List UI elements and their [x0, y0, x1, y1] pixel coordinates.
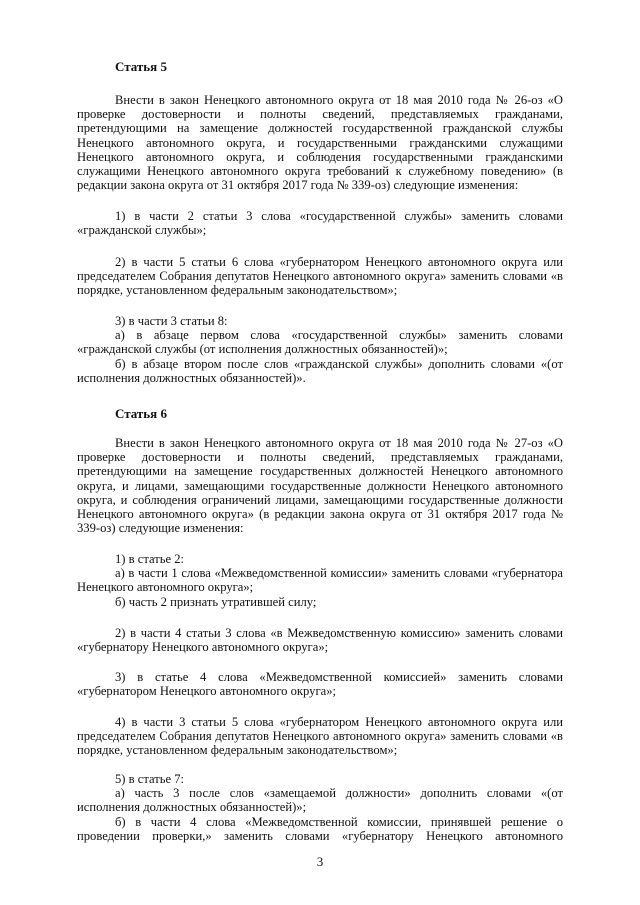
article-6-item-4-text: 4) в части 3 статьи 5 слова «губернатором Ненецкого автономного округа или председателем Собрания депутатов Ненецкого автономного округа» заменить словами «в порядке, установленном федеральным законодательством»;	[77, 715, 563, 758]
article-6-item-1-b: б) часть 2 признать утратившей силу;	[115, 594, 317, 609]
article-5-item-3-a: а) в абзаце первом слова «государственной службы» заменить словами «гражданской службы (от исполнения должностных обязанностей)»;	[77, 328, 563, 357]
article-5-item-3-b: б) в абзаце втором после слов «гражданской службы» дополнить словами «(от исполнения должностных обязанностей)».	[77, 356, 563, 385]
article-6-item-4	[77, 715, 563, 758]
article-5-intro	[77, 93, 563, 192]
article-6-item-5-a: а) часть 3 после слов «замещаемой должности» дополнить словами «(от исполнения должностных обязанностей)»;	[77, 786, 563, 815]
article-6-item-5-title: 5) в статье 7:	[115, 772, 185, 786]
article-6-item-1-title: 1) в статье 2:	[115, 552, 185, 566]
article-5-item-3	[77, 314, 563, 385]
article-6-item-5	[77, 772, 563, 843]
article-5-heading: Статья 5	[115, 59, 167, 74]
article-6-item-3-text: 3) в статье 4 слова «Межведомственной комиссией» заменить словами «губернатором Ненецкого автономного округа»;	[77, 670, 563, 699]
article-6-item-1-a: а) в части 1 слова «Межведомственной комиссии» заменить словами «губернатора Ненецкого автономного округа»;	[77, 566, 563, 595]
article-6-intro-text: Внести в закон Ненецкого автономного округа от 18 мая 2010 года № 27-оз «О проверке достоверности и полноты сведений, представляемых гражданами, претендующими на замещение государственных должностей Ненецкого автономного округа, и лицами, замещающими государственные должности Ненецкого автономного округа, и соблюдения ограничений лицами, замещающими государственные должности Ненецкого автономного округа» (в редакции закона округа от 31 октября 2017 года № 339-оз) следующие изменения:	[77, 436, 563, 536]
article-5-item-1-text: 1) в части 2 статьи 3 слова «государственной службы» заменить словами «гражданской службы»;	[77, 209, 563, 238]
article-6-heading: Статья 6	[115, 406, 167, 421]
article-6-item-1	[77, 552, 563, 609]
article-6-item-2-text: 2) в части 4 статьи 3 слова «в Межведомственную комиссию» заменить словами «губернатору Ненецкого автономного округа»;	[77, 626, 563, 655]
article-5-item-1	[77, 209, 563, 237]
article-5-item-2-text: 2) в части 5 статьи 6 слова «губернатором Ненецкого автономного округа или председателем Собрания депутатов Ненецкого автономного округа» заменить словами «в порядке, установленном федеральным законодательством»;	[77, 255, 563, 298]
article-5-item-3-title: 3) в части 3 статьи 8:	[115, 314, 228, 328]
article-6-item-3	[77, 670, 563, 698]
article-6-intro	[77, 436, 563, 535]
article-5-intro-text: Внести в закон Ненецкого автономного округа от 18 мая 2010 года № 26-оз «О проверке достоверности и полноты сведений, представляемых гражданами, претендующими на замещение должностей государственной гражданской службы Ненецкого автономного округа, и государственными гражданскими служащими Ненецкого автономного округа, и соблюдения государственными гражданскими служащими Ненецкого автономного округа требований к служебному поведению» (в редакции закона округа от 31 октября 2017 года № 339-оз) следующие изменения:	[77, 93, 563, 193]
page-number: 3	[316, 854, 324, 869]
article-6-item-5-b: б) в части 4 слова «Межведомственной комиссии, принявшей решение о проведении проверки,» заменить словами «губернатору Ненецкого автономного	[77, 814, 563, 843]
article-6-item-2	[77, 626, 563, 654]
article-5-item-2	[77, 255, 563, 298]
